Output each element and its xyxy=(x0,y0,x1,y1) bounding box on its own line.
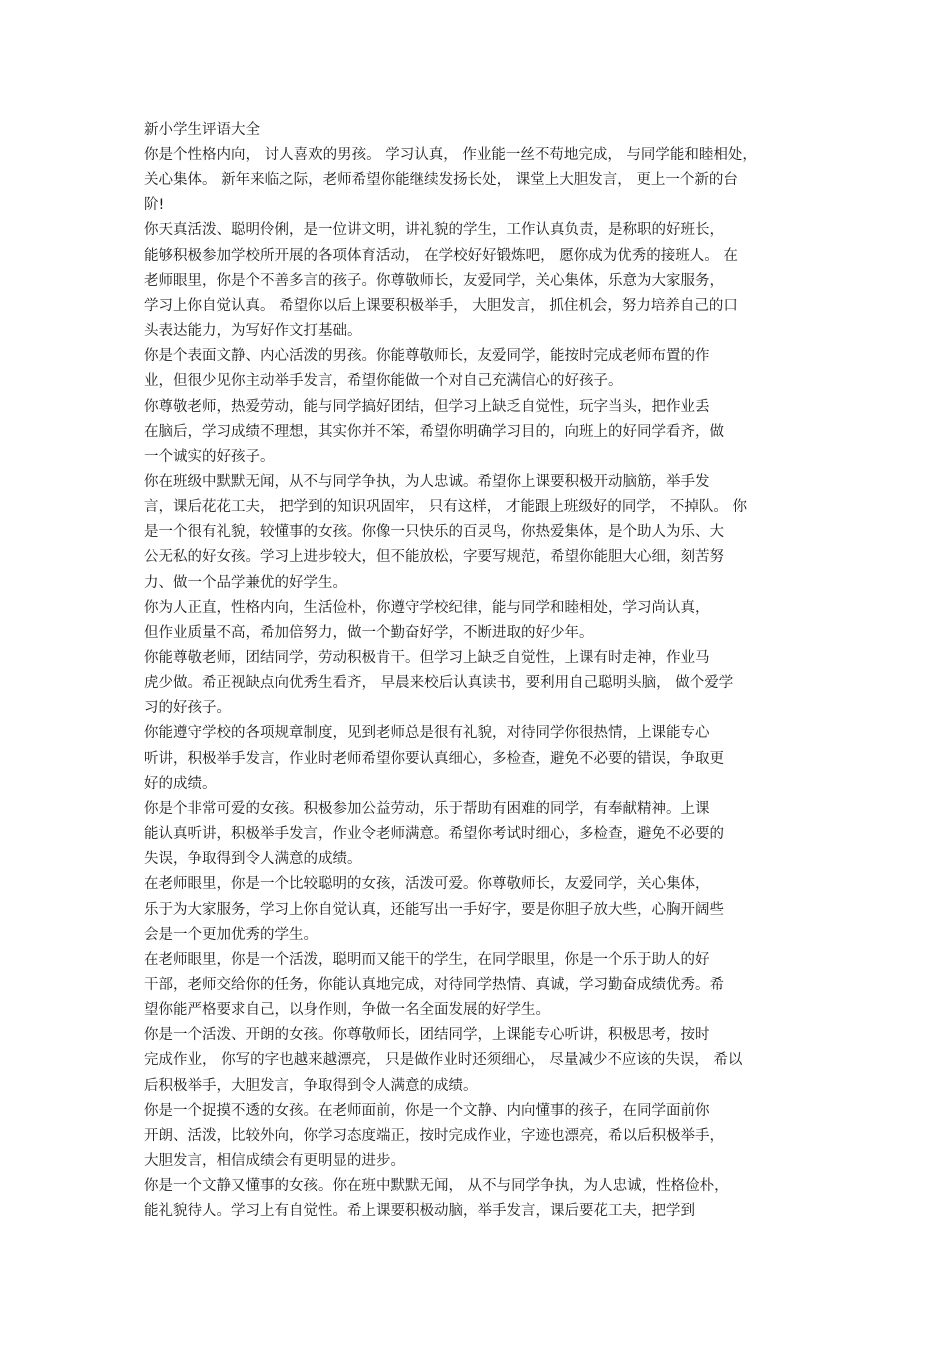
document-line: 你天真活泼、聪明伶俐，是一位讲文明，讲礼貌的学生，工作认真负责，是称职的好班长， xyxy=(144,222,724,239)
document-line: 失误，争取得到令人满意的成绩。 xyxy=(144,851,362,868)
document-line: 会是一个更加优秀的学生。 xyxy=(144,926,318,943)
document-line: 完成作业， 你写的字也越来越漂亮， 只是做作业时还须细心， 尽量减少不应该的失误， 希以 xyxy=(144,1052,743,1069)
document-line: 在脑后，学习成绩不理想，其实你并不笨，希望你明确学习目的，向班上的好同学看齐，做 xyxy=(144,423,724,440)
document-line: 老师眼里，你是个不善多言的孩子。你尊敬师长，友爱同学，关心集体，乐意为大家服务， xyxy=(144,272,724,289)
document-line: 在老师眼里，你是一个活泼，聪明而又能干的学生，在同学眼里，你是一个乐于助人的好 xyxy=(144,951,710,968)
document-line: 乐于为大家服务，学习上你自觉认真，还能写出一手好字，要是你胆子放大些，心胸开阔些 xyxy=(144,901,724,918)
document-line: 你能遵守学校的各项规章制度，见到老师总是很有礼貌，对待同学你很热情，上课能专心 xyxy=(144,725,710,742)
document-line: 望你能严格要求自己，以身作则，争做一名全面发展的好学生。 xyxy=(144,1002,550,1019)
document-line: 好的成绩。 xyxy=(144,775,217,792)
document-line: 大胆发言，相信成绩会有更明显的进步。 xyxy=(144,1153,405,1169)
document-line: 头表达能力，为写好作文打基础。 xyxy=(144,323,362,340)
document-line: 学习上你自觉认真。 希望你以后上课要积极举手， 大胆发言， 抓住机会，努力培养自己的口 xyxy=(144,297,738,314)
document-line: 干部，老师交给你的任务，你能认真地完成，对待同学热情、真诚，学习勤奋成绩优秀。希 xyxy=(144,976,724,993)
document-line: 习的好孩子。 xyxy=(144,700,231,717)
document-line: 是一个很有礼貌，较懂事的女孩。你像一只快乐的百灵鸟，你热爱集体，是个助人为乐、大 xyxy=(144,524,724,541)
document-line: 但作业质量不高，希加倍努力，做一个勤奋好学，不断进取的好少年。 xyxy=(144,624,594,641)
document-line: 你尊敬老师，热爱劳动，能与同学搞好团结，但学习上缺乏自觉性，玩字当头，把作业丢 xyxy=(144,398,710,415)
document-line: 在老师眼里，你是一个比较聪明的女孩，活泼可爱。你尊敬师长，友爱同学，关心集体， xyxy=(144,876,710,893)
document-line: 能够积极参加学校所开展的各项体育活动， 在学校好好锻炼吧， 愿你成为优秀的接班人。 在 xyxy=(144,247,738,264)
document-line: 力、做一个品学兼优的好学生。 xyxy=(144,574,347,591)
document-line: 一个诚实的好孩子。 xyxy=(144,448,275,465)
document-line: 你是个性格内向， 讨人喜欢的男孩。 学习认真， 作业能一丝不苟地完成， 与同学能和睦相处， xyxy=(144,147,757,163)
document-title: 新小学生评语大全 xyxy=(144,122,260,138)
document-line: 能礼貌待人。学习上有自觉性。希上课要积极动脑，举手发言，课后要花工夫，把学到 xyxy=(144,1203,695,1220)
document-line: 开朗、活泼，比较外向，你学习态度端正，按时完成作业，字迹也漂亮，希以后积极举手， xyxy=(144,1127,724,1144)
document-line: 业，但很少见你主动举手发言，希望你能做一个对自己充满信心的好孩子。 xyxy=(144,373,623,390)
document-line: 虎少做。希正视缺点向优秀生看齐， 早晨来校后认真读书，要利用自己聪明头脑， 做个爱学 xyxy=(144,675,734,692)
document-line: 你为人正直，性格内向，生活俭朴，你遵守学校纪律，能与同学和睦相处，学习尚认真， xyxy=(144,599,710,616)
document-line: 关心集体。 新年来临之际，老师希望你能继续发扬长处， 课堂上大胆发言， 更上一个新的台 xyxy=(144,172,738,189)
document-line: 听讲，积极举手发言，作业时老师希望你要认真细心，多检查，避免不必要的错误，争取更 xyxy=(144,750,724,767)
document-line: 你是一个活泼、开朗的女孩。你尊敬师长，团结同学，上课能专心听讲，积极思考，按时 xyxy=(144,1027,710,1044)
document-line: 能认真听讲，积极举手发言，作业令老师满意。希望你考试时细心，多检查，避免不必要的 xyxy=(144,826,724,843)
document-line: 阶! xyxy=(144,197,165,214)
document-line: 你在班级中默默无闻，从不与同学争执，为人忠诚。希望你上课要积极开动脑筋，举手发 xyxy=(144,473,710,490)
document-line: 言，课后花花工夫， 把学到的知识巩固牢， 只有这样， 才能跟上班级好的同学， 不掉队。 你 xyxy=(144,499,748,516)
document-line: 你能尊敬老师，团结同学，劳动积极肯干。但学习上缺乏自觉性，上课有时走神，作业马 xyxy=(144,650,710,666)
document-line: 你是一个文静又懂事的女孩。你在班中默默无闻， 从不与同学争执，为人忠诚，性格俭朴， xyxy=(144,1178,729,1195)
document-line: 你是个非常可爱的女孩。积极参加公益劳动，乐于帮助有困难的同学，有奉献精神。上课 xyxy=(144,800,710,817)
document-line: 后积极举手，大胆发言，争取得到令人满意的成绩。 xyxy=(144,1077,478,1094)
document-line: 你是个表面文静、内心活泼的男孩。你能尊敬师长，友爱同学，能按时完成老师布置的作 xyxy=(144,348,710,365)
document-line: 你是一个捉摸不透的女孩。在老师面前，你是一个文静、内向懂事的孩子，在同学面前你 xyxy=(144,1102,710,1119)
document-line: 公无私的好女孩。学习上进步较大，但不能放松，字要写规范，希望你能胆大心细，刻苦努 xyxy=(144,549,724,566)
